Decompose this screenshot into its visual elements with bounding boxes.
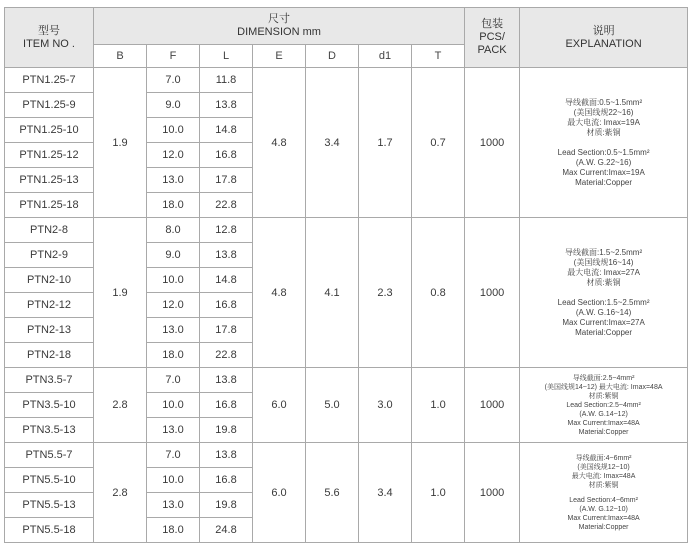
explanation-line: (A.W. G.16~14) bbox=[575, 307, 632, 317]
item-model: PTN5.5-18 bbox=[5, 518, 94, 543]
value-l: 13.8 bbox=[200, 443, 253, 468]
header-col-b: B bbox=[94, 45, 147, 68]
item-model: PTN2-13 bbox=[5, 318, 94, 343]
explanation-spacer bbox=[520, 138, 687, 148]
value-f: 7.0 bbox=[147, 443, 200, 468]
value-d: 5.0 bbox=[306, 368, 359, 443]
explanation-line: 导线截面:2.5~4mm² bbox=[572, 374, 635, 382]
header-explanation-en: EXPLANATION bbox=[565, 37, 642, 50]
explanation-line: Material:Copper bbox=[578, 428, 629, 436]
explanation-line: Max Current:Imax=19A bbox=[562, 167, 645, 177]
table-row bbox=[5, 218, 688, 243]
item-model: PTN3.5-7 bbox=[5, 368, 94, 393]
value-f: 13.0 bbox=[147, 318, 200, 343]
value-l: 13.8 bbox=[200, 243, 253, 268]
table-row bbox=[5, 443, 688, 468]
explanation-cell bbox=[520, 68, 688, 218]
explanation-line: (美国线规22~16) bbox=[573, 107, 634, 117]
value-f: 9.0 bbox=[147, 243, 200, 268]
explanation-line: 材质:紫铜 bbox=[586, 277, 621, 287]
value-f: 18.0 bbox=[147, 193, 200, 218]
value-f: 12.0 bbox=[147, 143, 200, 168]
value-b: 1.9 bbox=[94, 68, 147, 218]
header-dimension-cn: 尺寸 bbox=[268, 13, 291, 25]
value-d1: 1.7 bbox=[359, 68, 412, 218]
value-l: 16.8 bbox=[200, 143, 253, 168]
value-l: 24.8 bbox=[200, 518, 253, 543]
value-d: 5.6 bbox=[306, 443, 359, 543]
item-model: PTN1.25-12 bbox=[5, 143, 94, 168]
value-f: 13.0 bbox=[147, 493, 200, 518]
value-l: 13.8 bbox=[200, 368, 253, 393]
explanation-cell bbox=[520, 368, 688, 443]
header-dimension bbox=[94, 8, 465, 45]
header-explanation-cn: 说明 bbox=[592, 24, 615, 37]
explanation-line: 材质:紫铜 bbox=[588, 392, 619, 400]
explanation-line: 导线截面:4~6mm² bbox=[575, 454, 632, 462]
explanation-line: 材质:紫铜 bbox=[586, 127, 621, 137]
explanation-line: 材质:紫铜 bbox=[588, 481, 619, 489]
value-l: 19.8 bbox=[200, 418, 253, 443]
item-model: PTN3.5-10 bbox=[5, 393, 94, 418]
value-t: 0.7 bbox=[412, 68, 465, 218]
value-f: 7.0 bbox=[147, 368, 200, 393]
explanation-line: Max Current:Imax=48A bbox=[567, 514, 640, 522]
value-d1: 2.3 bbox=[359, 218, 412, 368]
table-row bbox=[5, 68, 688, 93]
item-model: PTN3.5-13 bbox=[5, 418, 94, 443]
value-t: 1.0 bbox=[412, 443, 465, 543]
value-l: 16.8 bbox=[200, 293, 253, 318]
value-f: 10.0 bbox=[147, 393, 200, 418]
value-l: 22.8 bbox=[200, 193, 253, 218]
explanation-line: 导线截面:0.5~1.5mm² bbox=[565, 97, 643, 107]
value-f: 10.0 bbox=[147, 118, 200, 143]
value-l: 14.8 bbox=[200, 268, 253, 293]
explanation-line: 最大电流: Imax=27A bbox=[567, 267, 640, 277]
value-l: 16.8 bbox=[200, 468, 253, 493]
explanation-line: Lead Section:0.5~1.5mm² bbox=[557, 147, 650, 157]
item-model: PTN5.5-7 bbox=[5, 443, 94, 468]
value-e: 6.0 bbox=[253, 443, 306, 543]
explanation-line: Lead Section:2.5~4mm² bbox=[566, 401, 641, 409]
explanation-line: (A.W. G.12~10) bbox=[579, 505, 628, 513]
header-pack-line1: 包装 bbox=[481, 18, 504, 30]
item-model: PTN1.25-10 bbox=[5, 118, 94, 143]
header-item-en: ITEM NO . bbox=[23, 37, 75, 50]
value-pack: 1000 bbox=[465, 218, 520, 368]
explanation-spacer bbox=[520, 288, 687, 298]
explanation-line: 导线截面:1.5~2.5mm² bbox=[565, 247, 643, 257]
value-d1: 3.4 bbox=[359, 443, 412, 543]
value-b: 2.8 bbox=[94, 368, 147, 443]
explanation-line: (美国线规12~10) bbox=[577, 463, 630, 471]
value-f: 13.0 bbox=[147, 418, 200, 443]
header-pack-line2: PCS/ bbox=[479, 31, 505, 43]
header-explanation bbox=[520, 8, 688, 68]
value-l: 12.8 bbox=[200, 218, 253, 243]
explanation-line: (A.W. G.22~16) bbox=[575, 157, 632, 167]
item-model: PTN1.25-9 bbox=[5, 93, 94, 118]
value-f: 8.0 bbox=[147, 218, 200, 243]
header-pack bbox=[465, 8, 520, 68]
explanation-line: Material:Copper bbox=[575, 177, 633, 187]
value-l: 17.8 bbox=[200, 168, 253, 193]
value-f: 18.0 bbox=[147, 518, 200, 543]
value-e: 4.8 bbox=[253, 218, 306, 368]
header-item-no bbox=[5, 8, 94, 68]
header-pack-line3: PACK bbox=[477, 44, 507, 56]
value-d1: 3.0 bbox=[359, 368, 412, 443]
item-model: PTN2-10 bbox=[5, 268, 94, 293]
value-f: 7.0 bbox=[147, 68, 200, 93]
item-model: PTN2-8 bbox=[5, 218, 94, 243]
item-model: PTN1.25-7 bbox=[5, 68, 94, 93]
table-row bbox=[5, 368, 688, 393]
value-pack: 1000 bbox=[465, 443, 520, 543]
value-f: 10.0 bbox=[147, 268, 200, 293]
explanation-line: Material:Copper bbox=[575, 327, 633, 337]
item-model: PTN5.5-10 bbox=[5, 468, 94, 493]
explanation-line: 最大电流: Imax=19A bbox=[567, 117, 640, 127]
value-d: 3.4 bbox=[306, 68, 359, 218]
explanation-line: Lead Section:1.5~2.5mm² bbox=[557, 297, 650, 307]
value-t: 1.0 bbox=[412, 368, 465, 443]
header-dimension-en: DIMENSION mm bbox=[237, 26, 321, 38]
header-item-cn: 型号 bbox=[38, 24, 60, 37]
explanation-cell bbox=[520, 218, 688, 368]
item-model: PTN1.25-18 bbox=[5, 193, 94, 218]
header-col-e: E bbox=[253, 45, 306, 68]
explanation-line: 最大电流: Imax=48A bbox=[571, 472, 636, 480]
value-f: 12.0 bbox=[147, 293, 200, 318]
value-l: 16.8 bbox=[200, 393, 253, 418]
explanation-line: Material:Copper bbox=[578, 523, 629, 531]
item-model: PTN1.25-13 bbox=[5, 168, 94, 193]
item-model: PTN5.5-13 bbox=[5, 493, 94, 518]
value-b: 1.9 bbox=[94, 218, 147, 368]
header-col-f: F bbox=[147, 45, 200, 68]
explanation-cell bbox=[520, 443, 688, 543]
value-b: 2.8 bbox=[94, 443, 147, 543]
item-model: PTN2-18 bbox=[5, 343, 94, 368]
value-l: 11.8 bbox=[200, 68, 253, 93]
explanation-line: Max Current:Imax=48A bbox=[567, 419, 640, 427]
value-f: 10.0 bbox=[147, 468, 200, 493]
header-col-t: T bbox=[412, 45, 465, 68]
item-model: PTN2-9 bbox=[5, 243, 94, 268]
value-e: 6.0 bbox=[253, 368, 306, 443]
explanation-line: (A.W. G.14~12) bbox=[579, 410, 628, 418]
value-pack: 1000 bbox=[465, 368, 520, 443]
header-col-d1: d1 bbox=[359, 45, 412, 68]
value-l: 13.8 bbox=[200, 93, 253, 118]
explanation-line: Lead Section:4~6mm² bbox=[569, 496, 638, 504]
value-e: 4.8 bbox=[253, 68, 306, 218]
spec-table bbox=[4, 7, 688, 543]
value-l: 19.8 bbox=[200, 493, 253, 518]
value-pack: 1000 bbox=[465, 68, 520, 218]
header-col-d: D bbox=[306, 45, 359, 68]
explanation-line: Max Current:Imax=27A bbox=[562, 317, 645, 327]
table-body bbox=[5, 68, 688, 543]
value-f: 18.0 bbox=[147, 343, 200, 368]
value-f: 9.0 bbox=[147, 93, 200, 118]
item-model: PTN2-12 bbox=[5, 293, 94, 318]
value-l: 14.8 bbox=[200, 118, 253, 143]
value-t: 0.8 bbox=[412, 218, 465, 368]
header-col-l: L bbox=[200, 45, 253, 68]
explanation-line: (美国线规14~12) 最大电流: Imax=48A bbox=[544, 383, 663, 391]
value-l: 22.8 bbox=[200, 343, 253, 368]
explanation-line: (美国线规16~14) bbox=[573, 257, 634, 267]
value-f: 13.0 bbox=[147, 168, 200, 193]
value-l: 17.8 bbox=[200, 318, 253, 343]
value-d: 4.1 bbox=[306, 218, 359, 368]
